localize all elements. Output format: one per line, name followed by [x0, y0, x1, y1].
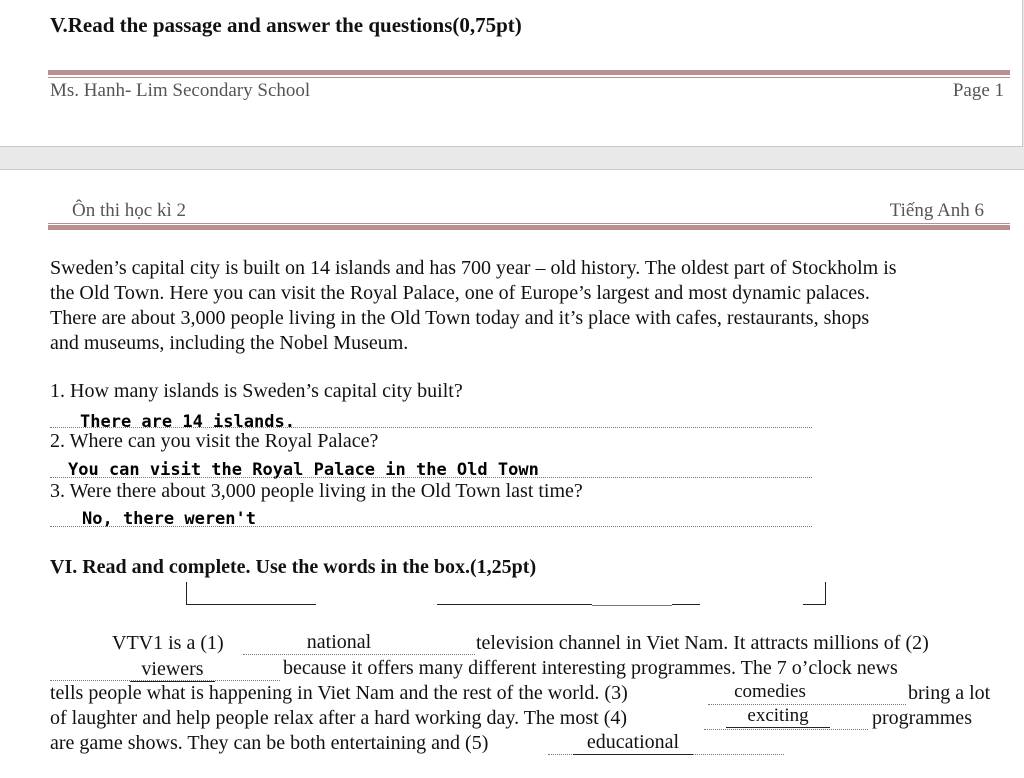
header-exam-title: Ôn thi học kì 2 [72, 200, 186, 221]
cloze-line-3-end: bring a lot [908, 682, 991, 704]
footer-rule [48, 70, 1010, 75]
blank-4-line [704, 729, 868, 730]
cloze-line-5-start: are game shows. They can be both entertaining and (5) [50, 732, 489, 754]
question-3: 3. Were there about 3,000 people living in the Old Town last time? [50, 480, 583, 502]
word-box-bottom [437, 604, 592, 605]
answer-line-1 [50, 427, 812, 428]
blank-3-answer: comedies [734, 681, 806, 702]
passage-line: Sweden’s capital city is built on 14 islands and has 700 year – old history. The oldest part of Stockholm is [50, 257, 897, 279]
section-v-heading: V.Read the passage and answer the questions(0,75pt) [50, 13, 522, 37]
passage-line: and museums, including the Nobel Museum. [50, 332, 409, 354]
answer-2: You can visit the Royal Palace in the Old Town [68, 460, 539, 480]
footer-rule-thin [48, 77, 1010, 78]
word-box-bottom [672, 604, 700, 605]
answer-3: No, there weren't [82, 509, 256, 529]
blank-2-answer: viewers [130, 658, 215, 682]
passage-line: There are about 3,000 people living in the Old Town today and it’s place with cafes, restaurants, shops [50, 307, 870, 329]
word-box-left-edge [186, 582, 187, 604]
blank-1-answer: national [306, 631, 372, 653]
answer-line-2 [50, 477, 812, 478]
word-box-bottom [186, 604, 316, 605]
cloze-line-3-start: tells people what is happening in Viet Nam and the rest of the world. (3) [50, 682, 628, 704]
question-1: 1. How many islands is Sweden’s capital city built? [50, 380, 463, 402]
page-2 [0, 169, 1024, 778]
reading-passage [50, 256, 1015, 356]
footer-school-name: Ms. Hanh- Lim Secondary School [50, 80, 311, 101]
footer-page-number: Page 1 [952, 80, 1004, 101]
header-subject: Tiếng Anh 6 [889, 200, 984, 221]
blank-4-answer: exciting [726, 705, 830, 728]
word-box-bottom [592, 605, 672, 606]
answer-line-3 [50, 526, 812, 527]
word-box-right-edge [803, 582, 826, 605]
cloze-line-4-start: of laughter and help people relax after a hard working day. The most (4) [50, 707, 628, 729]
answer-1: There are 14 islands. [80, 412, 295, 432]
passage-line: the Old Town. Here you can visit the Royal Palace, one of Europe’s largest and most dynamic palaces. [50, 282, 870, 304]
cloze-line-4-end: programmes [872, 707, 972, 729]
blank-5-answer: educational [573, 731, 693, 755]
cloze-line-1-start: VTV1 is a (1) [112, 632, 224, 654]
page-1 [0, 0, 1023, 147]
section-vi-heading: VI. Read and complete. Use the words in the box.(1,25pt) [50, 556, 537, 578]
question-2: 2. Where can you visit the Royal Palace? [50, 430, 379, 452]
header-rule-thin [48, 223, 1010, 224]
cloze-line-1-end: television channel in Viet Nam. It attracts millions of (2) [476, 632, 929, 654]
header-rule [48, 225, 1010, 230]
cloze-line-2-end: because it offers many different interesting programmes. The 7 o’clock news [283, 657, 898, 679]
blank-1-line [243, 654, 475, 655]
